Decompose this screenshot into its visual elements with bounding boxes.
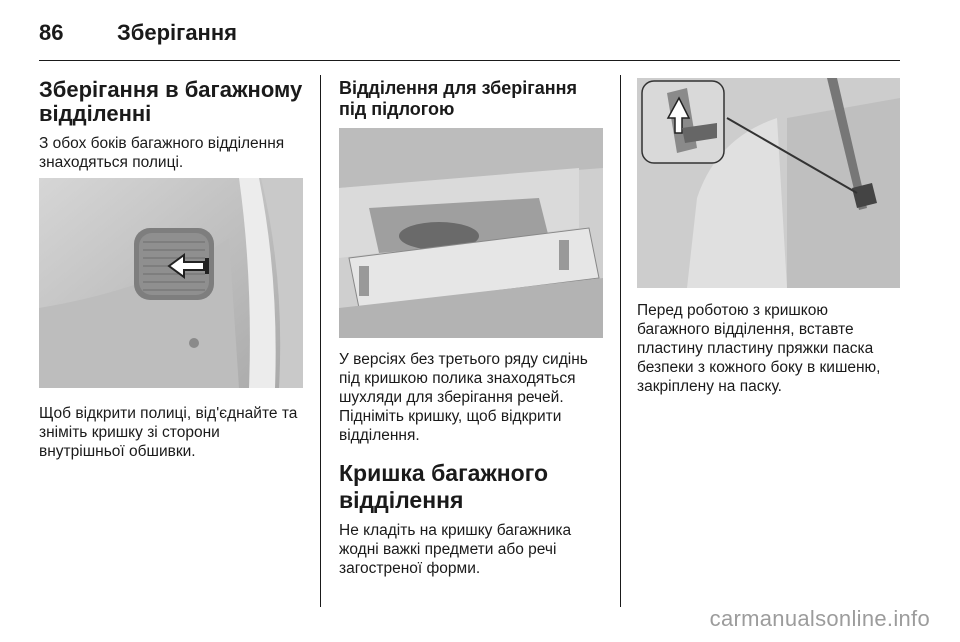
figure-side-shelf [39, 178, 303, 388]
watermark: carmanualsonline.info [709, 606, 930, 631]
column-divider-1 [320, 75, 321, 607]
intro-text: З обох боків багажного відділення знаходяться полиці. [39, 135, 285, 171]
caption-text: Щоб відкрити полиці, від'єднайте та зніміть кришку зі сторони внутрішньої обшивки. [39, 405, 298, 460]
figure-underfloor-storage [339, 128, 603, 338]
column-2 [339, 78, 609, 120]
column-3-text [637, 301, 902, 396]
belt-instruction-text: Перед роботою з кришкою багажного відділення, вставте пластину пластину пряжки паска безпеки з кожного боку в кишеню, закріплену на паску. [637, 302, 881, 395]
cover-text: Не кладіть на кришку багажника жодні важкі предмети або речі загостреної форми. [339, 522, 572, 577]
column-divider-2 [620, 75, 621, 607]
page-header [39, 20, 237, 50]
page-number: 86 [39, 20, 64, 45]
column-1 [39, 78, 309, 172]
caption-block [39, 404, 314, 461]
header-rule [39, 60, 900, 61]
column-2-text [339, 350, 614, 578]
section-heading-cover: Кришка багажного відділення [339, 460, 549, 513]
section-heading-underfloor: Відділення для зберігання під підлогою [339, 78, 578, 119]
section-heading-luggage: Зберігання в багажному відділенні [39, 77, 303, 126]
page-title: Зберігання [117, 20, 237, 45]
underfloor-text: У версіях без третього ряду сидінь під кришкою полика знаходяться шухляди для зберігання речей. Підніміть кришку, щоб відкрити відділення. [339, 351, 588, 444]
figure-belt-buckle [637, 78, 900, 288]
